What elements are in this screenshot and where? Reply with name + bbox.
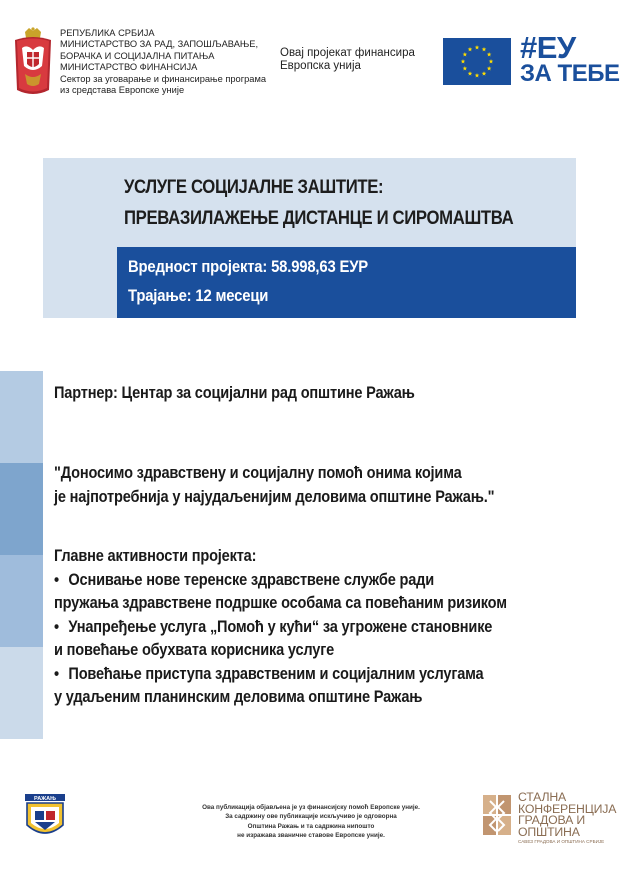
project-title — [124, 172, 513, 234]
funding-line-2: Европска унија — [280, 60, 361, 72]
decor-strip-4 — [0, 647, 43, 739]
decor-strip-2 — [0, 463, 43, 555]
quote-line-2: је најпотребнија у најудаљенијим деловима општине Ражањ." — [54, 487, 495, 506]
activity-text: Оснивање нове теренске здравствене службе ради — [68, 570, 434, 589]
activity-text-cont: у удаљеним планинским деловима општине Ражањ — [54, 688, 423, 706]
activity-item — [54, 616, 507, 663]
skgo-name — [518, 792, 616, 838]
disclaimer-line: Ова публикација објављена је уз финансијску помоћ Европске уније. — [202, 804, 420, 811]
activity-item — [54, 663, 507, 710]
title-line-2: ПРЕВАЗИЛАЖЕЊЕ ДИСТАНЦЕ И СИРОМАШТВА — [124, 208, 514, 229]
activities-section — [54, 545, 507, 710]
quote-line-1: "Доносимо здравствену и социјалну помоћ онима којима — [54, 464, 462, 482]
decor-strip-3 — [0, 555, 43, 647]
project-duration: Трајање: 12 месеци — [128, 287, 269, 305]
gov-line-sector-2: из средстава Европске уније — [60, 85, 185, 96]
gov-line-ministry-labour: МИНИСТАРСТВО ЗА РАД, ЗАПОШЉАВАЊЕ, — [60, 39, 259, 50]
title-line-1: УСЛУГЕ СОЦИЈАЛНЕ ЗАШТИТЕ: — [124, 177, 384, 198]
decor-strip-1 — [0, 371, 43, 463]
bullet-icon: • — [54, 570, 59, 589]
bullet-icon: • — [54, 664, 59, 683]
eu-slogan — [520, 30, 620, 87]
gov-line-sector: Сектор за уговарање и финансирање програма — [60, 73, 267, 84]
skgo-line: ГРАДОВА И — [518, 813, 585, 828]
razanj-label: РАЖАЊ — [34, 795, 56, 802]
gov-line-ministry-labour-2: БОРАЧКА И СОЦИЈАЛНА ПИТАЊА — [60, 50, 215, 61]
gov-line-republic: РЕПУБЛИКА СРБИЈА — [60, 28, 155, 38]
project-value: Вредност пројекта: 58.998,63 ЕУР — [128, 258, 368, 276]
activity-text: Повећање приступа здравственим и социјалним услугама — [68, 664, 484, 683]
serbia-coat-of-arms-icon — [13, 26, 53, 98]
eu-disclaimer — [196, 803, 426, 840]
bullet-icon: • — [54, 617, 59, 636]
slogan-line-2: ЗА ТЕБЕ — [520, 60, 620, 87]
skgo-line: ОПШТИНА — [518, 824, 580, 839]
activity-text-cont: пружања здравствене подршке особама са повећаним ризиком — [54, 594, 507, 612]
gov-line-ministry-finance: МИНИСТАРСТВО ФИНАНСИЈА — [60, 62, 198, 73]
activities-heading: Главне активности пројекта: — [54, 547, 257, 565]
funding-line-1: Овај пројекат финансира — [280, 47, 415, 59]
skgo-line: СТАЛНА — [518, 790, 566, 804]
project-quote — [54, 462, 494, 509]
government-header — [60, 28, 266, 96]
partner-line: Партнер: Центар за социјални рад општине Ражањ — [54, 384, 415, 402]
skgo-subtitle: САВЕЗ ГРАДОВА И ОПШТИНА СРБИЈЕ — [518, 839, 605, 844]
disclaimer-line: За садржину ове публикације искључиво је одговорна — [225, 813, 397, 821]
project-details — [128, 253, 368, 311]
activity-text: Унапређење услуга „Помоћ у кући“ за угрожене становнике — [68, 617, 493, 636]
skgo-line: КОНФЕРЕНЦИЈА — [518, 801, 617, 816]
activity-text-cont: и повећање обухвата корисника услуге — [54, 641, 335, 659]
activity-item — [54, 569, 507, 616]
razanj-emblem-icon — [24, 793, 66, 843]
eu-flag-icon — [443, 38, 511, 85]
skgo-logo-icon — [481, 793, 515, 837]
slogan-line-1: #ЕУ — [520, 30, 576, 65]
funding-statement — [280, 47, 415, 73]
disclaimer-line: не изражава званичне ставове Европске уније. — [237, 831, 385, 839]
disclaimer-line: Општина Ражањ и та садржина нипошто — [247, 822, 375, 830]
